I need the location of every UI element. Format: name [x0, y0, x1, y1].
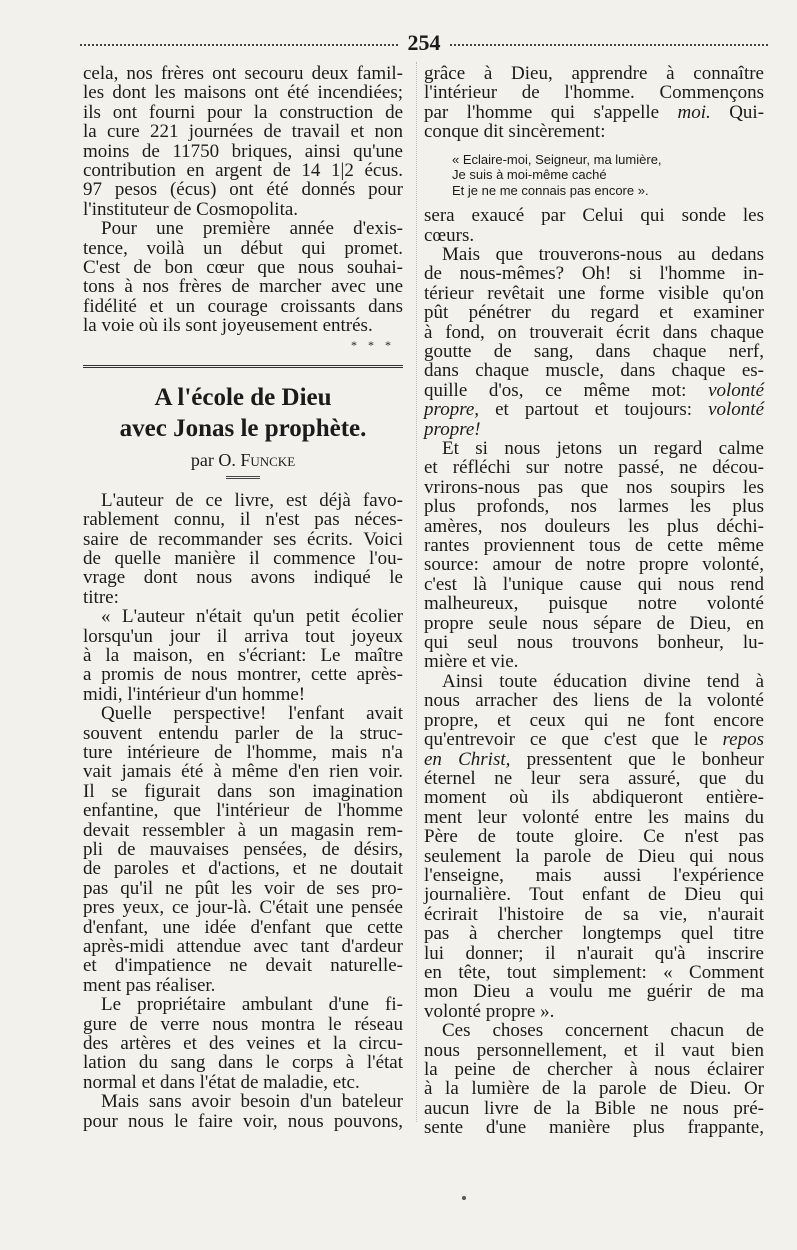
poem-line: « Eclaire-moi, Seigneur, ma lumière, — [452, 151, 662, 167]
text-line: ment leur volonté entre les mains du — [424, 806, 764, 828]
text-line: seulement la parole de Dieu qui nous — [424, 845, 764, 867]
text-line: vait jamais été à même d'en rien voir. — [83, 761, 403, 783]
text-line: éternel ne leur sera assuré, que du — [424, 767, 764, 789]
text-line: « L'auteur n'était qu'un petit écolier — [101, 606, 403, 628]
text-line: Et si nous jetons un regard calme — [442, 438, 764, 459]
text-line: la voie où ils sont joyeusement entrés. — [83, 315, 373, 337]
italic-word: volonté — [708, 399, 765, 421]
text-line: nous arracher des liens de la volonté — [424, 690, 764, 712]
page-number: 254 — [407, 30, 441, 55]
poem-line: Et je ne me connais pas encore ». — [452, 182, 649, 198]
text-line: saire de recommander ses écrits. Voici — [83, 528, 403, 550]
text-line: vrage dont nous avons indiqué le — [83, 567, 403, 589]
text-line: a promis de nous montrer, cette après- — [83, 664, 403, 686]
text-line: lorsqu'un jour il arriva tout joyeux — [83, 625, 403, 647]
text-line: goutte de sang, dans chaque nerf, — [424, 340, 764, 362]
text-line: moment où ils abdiqueront entière- — [424, 787, 764, 809]
text-line: les dont les maisons ont été incendiées; — [83, 82, 403, 104]
text-line — [424, 381, 764, 400]
text-line: pres yeux, ce jour-là. C'était une pensée — [83, 897, 403, 919]
text-line — [424, 400, 764, 419]
text-line: Le propriétaire ambulant d'une fi- — [101, 994, 403, 1016]
text-line: Mais sans avoir besoin d'un bateleur — [101, 1091, 403, 1113]
text-line: moins de 11750 briques, ainsi qu'une — [83, 140, 403, 162]
text-line: et réfléchi sur notre passé, ne décou- — [424, 457, 764, 479]
paragraph — [83, 607, 403, 704]
text-line: à la maison, en s'écriant: Le maître — [83, 644, 403, 666]
column-divider — [416, 62, 417, 1122]
text-line: Père de toute gloire. Ce n'est pas — [424, 826, 764, 848]
text-line: pas à chercher longtemps quel titre — [424, 923, 764, 945]
text-line: térieur revêtait une forme visible qu'on — [424, 282, 764, 304]
text-line: des artères et des veines et la circu- — [83, 1033, 403, 1055]
text-line: nous personnellement, et il vaut bien — [424, 1039, 764, 1061]
text-run: quille d'os, ce même mot: — [424, 379, 687, 401]
text-line — [424, 420, 764, 439]
text-line: rantes proviennent tous de cette même — [424, 535, 764, 557]
text-line: l'instituteur de Cosmopolita. — [83, 198, 299, 220]
text-line: aucun livre de la Bible ne nous pré- — [424, 1097, 764, 1119]
text-line: plus profonds, nos larmes les plus — [424, 496, 764, 518]
text-line: souvent entendu parler de la struc- — [83, 722, 403, 744]
text-line: qui seul nous trouvons bonheur, lu- — [424, 632, 764, 654]
text-line: Ces choses concernent chacun de — [442, 1020, 764, 1042]
paragraph — [424, 1021, 764, 1137]
header-rule-right — [450, 44, 768, 46]
text-line: pas qu'il ne pût les voir de ses pro- — [83, 877, 403, 899]
italic-word: volonté — [708, 379, 765, 401]
text-line — [424, 103, 764, 122]
section-stars: * * * — [351, 337, 395, 352]
text-line: après-midi attendue avec tant d'ardeur — [83, 936, 403, 958]
paragraph — [83, 1092, 403, 1131]
print-speck — [462, 1196, 466, 1200]
text-line: à fond, on trouverait écrit dans chaque — [424, 321, 764, 343]
text-line: propre seule nous sépare de Dieu, en — [424, 612, 764, 634]
paragraph — [83, 491, 403, 607]
text-run: par l'homme qui s'appelle — [424, 101, 660, 123]
paragraph — [424, 672, 764, 1021]
italic-word: propre, — [424, 399, 480, 421]
header-rule-left — [80, 44, 398, 46]
text-line: tence, voilà un début qui promet. — [83, 237, 403, 259]
poem-line: Je suis à moi-même caché — [452, 167, 607, 183]
text-line: conque dit sincèrement: — [424, 121, 606, 143]
text-line: volonté propre ». — [424, 1000, 555, 1022]
text-line: source: amour de notre propre volonté, — [424, 554, 764, 576]
text-line: mière et vie. — [424, 651, 519, 673]
text-line: pli de mauvaises pensées, de désirs, — [83, 839, 403, 860]
article-title — [83, 382, 403, 444]
text-line: sera exaucé par Celui qui sonde les — [424, 205, 764, 227]
section-divider — [83, 365, 403, 368]
text-line: Mais que trouverons-nous au dedans — [442, 243, 764, 265]
text-run: Qui- — [729, 101, 765, 123]
text-line: Il se figurait dans son imagination — [83, 780, 403, 802]
italic-word: propre! — [424, 418, 481, 440]
text-line: gure de verre nous montra le réseau — [83, 1013, 403, 1035]
text-line: Quelle perspective! l'enfant avait — [101, 703, 403, 725]
text-line: c'est là l'unique cause qui nous rend — [424, 573, 764, 595]
right-column — [424, 64, 764, 1138]
text-run: et partout et toujours: — [495, 399, 693, 421]
text-line: 97 pesos (écus) ont été donnés pour — [83, 179, 403, 201]
text-line — [424, 730, 764, 749]
text-line: L'auteur de ce livre, est déjà favo- — [101, 489, 403, 511]
page-header — [80, 30, 768, 56]
text-line — [424, 750, 764, 769]
paragraph — [424, 206, 764, 245]
text-line: Pour une première année d'exis- — [101, 218, 403, 240]
paragraph — [83, 995, 403, 1092]
paragraph — [424, 64, 764, 142]
article-title-line: avec Jonas le prophète. — [119, 414, 367, 442]
text-line: cela, nos frères ont secouru deux famil- — [83, 63, 403, 84]
text-line: grâce à Dieu, apprendre à connaître — [424, 63, 764, 84]
text-line: titre: — [83, 586, 119, 608]
text-line: fidélité et un courage croissants dans — [83, 295, 403, 317]
text-line: lation du sang dans le corps à l'état — [83, 1052, 403, 1074]
text-line: mon Dieu a voulu me guérir de ma — [424, 981, 764, 1003]
text-line: enfantine, que l'intérieur de l'homme — [83, 800, 403, 822]
italic-word: moi. — [677, 101, 711, 123]
text-line: l'intérieur de l'homme. Commençons — [424, 82, 764, 104]
text-line: amères, nos douleurs les plus déchi- — [424, 515, 764, 537]
text-line: pût pénétrer du regard et examiner — [424, 302, 764, 324]
text-line: journalière. Tout enfant de Dieu qui — [424, 884, 764, 906]
italic-word: repos — [722, 729, 764, 751]
text-line: la cure 221 journées de travail et non — [83, 121, 403, 143]
text-line: de paroles et d'actions, et ne doutait — [83, 858, 403, 880]
text-line: sente d'une manière plus frappante, — [424, 1117, 764, 1139]
text-line: C'est de bon cœur que nous souhai- — [83, 257, 403, 279]
paragraph — [83, 219, 403, 335]
text-line: écrirait l'histoire de sa vie, n'aurait — [424, 903, 764, 925]
paragraph — [83, 704, 403, 995]
left-column — [83, 64, 403, 1131]
text-line: ture intérieure de l'homme, mais n'a — [83, 741, 403, 763]
author-name: Funcke — [240, 449, 296, 470]
paragraph — [424, 439, 764, 672]
text-line: de nous-mêmes? Oh! si l'homme in- — [424, 263, 764, 285]
text-line: l'enseigne, mais aussi l'expérience — [424, 864, 764, 886]
text-line: la peine de chercher à nous éclairer — [424, 1059, 764, 1080]
text-line: vrirons-nous pas que nos soupirs les — [424, 476, 764, 498]
text-line: malheureux, puisque notre volonté — [424, 593, 764, 615]
text-line: pour nous le faire voir, nous pouvons, — [83, 1110, 403, 1132]
text-line: midi, l'intérieur d'un homme! — [83, 683, 306, 705]
text-line: devait ressembler à un magasin rem- — [83, 819, 403, 841]
text-line: et d'impatience ne devait naturelle- — [83, 955, 403, 977]
text-line: de quelle manière il commence l'ou- — [83, 547, 403, 569]
text-line: dans chaque muscle, dans chaque es- — [424, 360, 764, 382]
poem-quote — [424, 152, 764, 199]
text-line: propre, et ceux qui ne font encore — [424, 709, 764, 731]
text-line: d'enfant, une idée d'enfant que cette — [83, 916, 403, 938]
text-line: cœurs. — [424, 224, 475, 246]
text-line: lui donner; il n'aurait qu'à inscrire — [424, 942, 764, 964]
text-line: en tête, tout simplement: « Comment — [424, 961, 764, 983]
title-ornament-rule — [226, 476, 260, 479]
text-line: ils ont fourni pour la construction de — [83, 101, 403, 123]
article-title-line: A l'école de Dieu — [154, 383, 332, 411]
text-line: normal et dans l'état de maladie, etc. — [83, 1071, 360, 1093]
article-author — [83, 446, 403, 474]
text-line: ment pas réaliser. — [83, 974, 216, 996]
text-line: contribution en argent de 14 1|2 écus. — [83, 160, 403, 182]
text-line: à la lumière de la parole de Dieu. Or — [424, 1078, 764, 1100]
author-prefix: par O. — [190, 449, 236, 470]
text-line: Ainsi toute éducation divine tend à — [442, 670, 764, 692]
text-run: pressentent que le bonheur — [526, 748, 764, 770]
text-line: tons à nos frères de marcher avec une — [83, 276, 403, 298]
text-run: qu'entrevoir ce que c'est que le — [424, 729, 708, 751]
text-line: rablement connu, il n'est pas néces- — [83, 509, 403, 531]
paragraph — [424, 245, 764, 439]
italic-word: en Christ, — [424, 748, 511, 770]
paragraph — [83, 64, 403, 219]
